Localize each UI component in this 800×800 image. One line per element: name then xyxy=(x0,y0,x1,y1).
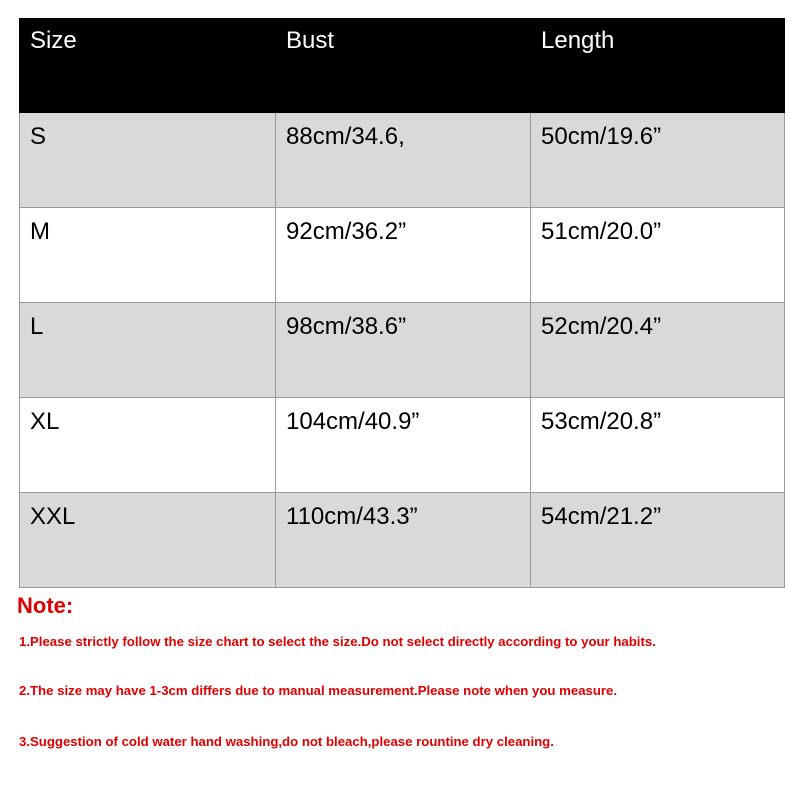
length-cell: 50cm/19.6” xyxy=(531,113,785,208)
table-row xyxy=(20,493,785,588)
bust-cell: 88cm/34.6, xyxy=(276,113,531,208)
length-cell: 51cm/20.0” xyxy=(531,208,785,303)
header-length: Length xyxy=(531,19,785,113)
table-row xyxy=(20,208,785,303)
note-item-2: 2.The size may have 1-3cm differs due to manual measurement.Please note when you measure. xyxy=(19,683,618,698)
size-cell: L xyxy=(20,303,276,398)
size-cell: XL xyxy=(20,398,276,493)
table-row xyxy=(20,398,785,493)
header-size: Size xyxy=(20,19,276,113)
length-cell: 52cm/20.4” xyxy=(531,303,785,398)
size-chart-table xyxy=(19,18,785,588)
table-row xyxy=(20,113,785,208)
bust-cell: 98cm/38.6” xyxy=(276,303,531,398)
size-cell: S xyxy=(20,113,276,208)
size-cell: XXL xyxy=(20,493,276,588)
length-cell: 53cm/20.8” xyxy=(531,398,785,493)
note-item-1: 1.Please strictly follow the size chart to select the size.Do not select directly according to your habits. xyxy=(19,634,656,649)
bust-cell: 110cm/43.3” xyxy=(276,493,531,588)
length-cell: 54cm/21.2” xyxy=(531,493,785,588)
header-row xyxy=(20,19,785,113)
bust-cell: 92cm/36.2” xyxy=(276,208,531,303)
bust-cell: 104cm/40.9” xyxy=(276,398,531,493)
header-bust: Bust xyxy=(276,19,531,113)
size-cell: M xyxy=(20,208,276,303)
note-item-3: 3.Suggestion of cold water hand washing,do not bleach,please rountine dry cleaning. xyxy=(19,734,554,749)
note-title: Note: xyxy=(17,593,74,618)
table-row xyxy=(20,303,785,398)
